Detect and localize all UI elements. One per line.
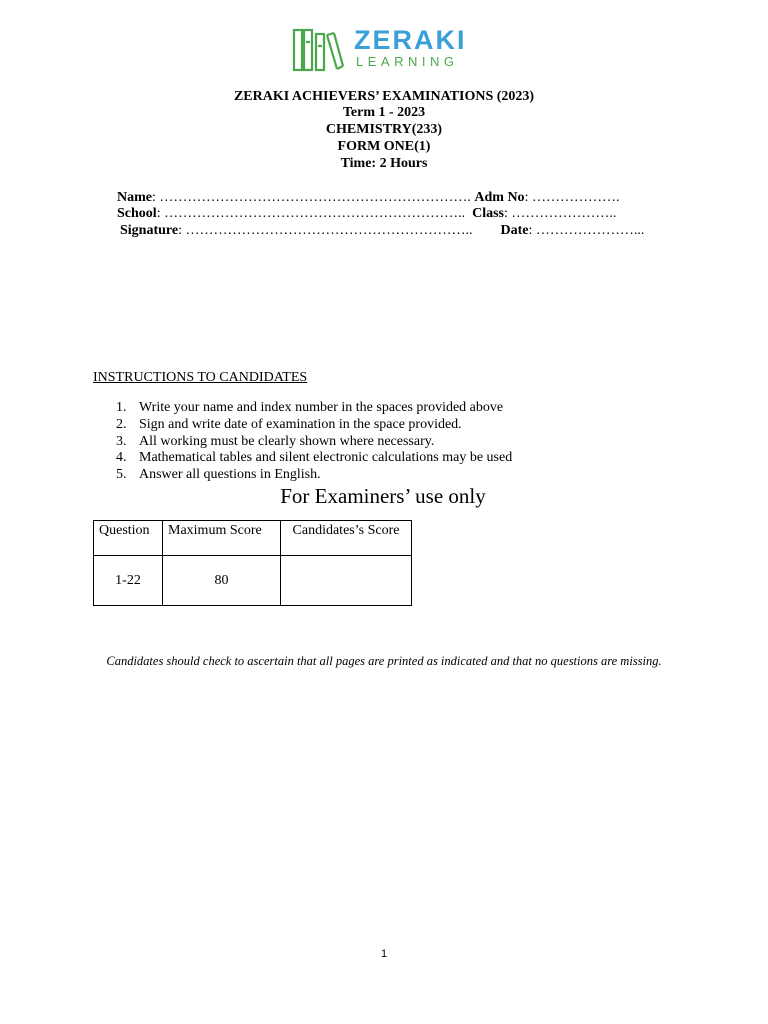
header-max-score: Maximum Score — [163, 521, 281, 556]
list-number: 5. — [116, 467, 127, 483]
exam-time: Time: 2 Hours — [340, 156, 428, 171]
score-table — [93, 520, 412, 606]
page-number: 1 — [380, 948, 388, 960]
logo-subtitle: LEARNING — [356, 54, 459, 69]
exam-title: ZERAKI ACHIEVERS’ EXAMINATIONS (2023) — [233, 89, 535, 104]
list-text: Mathematical tables and silent electronic calculations may be used — [139, 450, 513, 466]
list-number: 3. — [116, 433, 127, 449]
class-label: Class — [472, 206, 504, 221]
signature-date-row — [120, 222, 644, 239]
adm-field: : ………………. — [524, 190, 620, 205]
header-candidate-score: Candidates’s Score — [281, 521, 412, 556]
school-class-row — [117, 205, 616, 222]
table-row — [94, 556, 412, 606]
list-item — [116, 434, 512, 451]
school-label: School — [117, 206, 157, 221]
exam-form: FORM ONE(1) — [337, 139, 431, 154]
exam-term: Term 1 - 2023 — [342, 105, 426, 120]
books-icon — [292, 26, 348, 74]
zeraki-logo — [292, 26, 482, 74]
instructions-title: INSTRUCTIONS TO CANDIDATES — [93, 370, 308, 385]
list-number: 2. — [116, 416, 127, 432]
name-adm-row — [117, 189, 619, 206]
signature-label: Signature — [120, 223, 179, 238]
class-field: : ………………….. — [503, 206, 617, 221]
date-label: Date — [500, 223, 529, 238]
list-item — [116, 417, 512, 434]
examiners-use-heading — [0, 484, 768, 509]
instructions-list — [116, 400, 512, 484]
list-item — [116, 450, 512, 467]
cell-candidate-score[interactable] — [281, 556, 412, 606]
cell-question-range: 1-22 — [94, 556, 163, 606]
name-label: Name — [117, 190, 152, 205]
list-item — [116, 400, 512, 417]
list-text: Write your name and index number in the spaces provided above — [139, 400, 504, 415]
list-item — [116, 467, 512, 484]
list-number: 4. — [116, 450, 127, 466]
school-field: : ……………………………………………………….. — [156, 206, 466, 221]
examiners-use-text: For Examiners’ use only — [280, 484, 486, 508]
signature-field: : …………………………………………………….. — [178, 223, 473, 238]
exam-subject: CHEMISTRY(233) — [325, 122, 443, 137]
logo-wordmark: ZERAKI — [354, 25, 467, 55]
list-text: All working must be clearly shown where necessary. — [139, 433, 435, 449]
adm-label: Adm No — [474, 190, 525, 205]
table-header-row — [94, 521, 412, 556]
name-field: : …………………………………………………………. — [152, 190, 471, 205]
list-text: Sign and write date of examination in the space provided. — [139, 416, 462, 432]
list-number: 1. — [116, 400, 127, 415]
missing-pages-note: Candidates should check to ascertain that all pages are printed as indicated and that no questions are missing. — [106, 654, 662, 668]
list-text: Answer all questions in English. — [139, 467, 321, 483]
cell-max-score: 80 — [163, 556, 281, 606]
header-question: Question — [94, 521, 163, 556]
date-field: : …………………... — [528, 223, 645, 238]
